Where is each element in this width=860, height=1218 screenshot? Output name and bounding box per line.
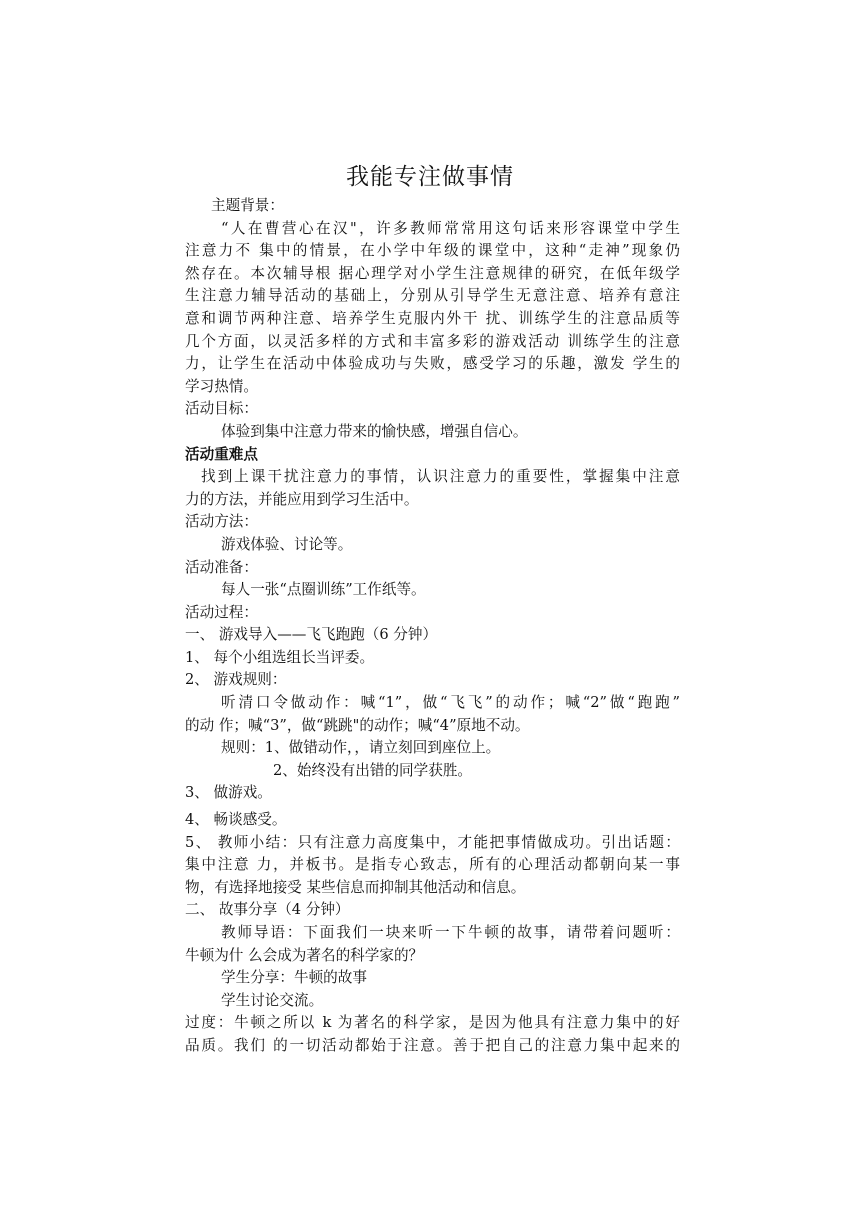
paragraph-line: 体验到集中注意力带来的愉快感，增强自信心。 <box>221 422 528 440</box>
paragraph-line: 教师导语：下面我们一块来听一下牛顿的故事，请带着问题听： <box>221 924 680 941</box>
paragraph-line: 每人一张“点圈训练”工作纸等。 <box>221 581 426 599</box>
section-heading: 活动准备： <box>185 558 258 576</box>
paragraph-line: 几个方面，以灵活多样的方式和丰富多彩的游戏活动 训练学生的注意 <box>185 332 680 350</box>
section-heading: 活动重难点 <box>185 445 258 463</box>
paragraph-line: 的动 作；喊“3”，做“跳跳"的动作；喊“4”原地不动。 <box>185 716 530 734</box>
paragraph-line: 物，有选择地接受 某些信息而抑制其他活动和信息。 <box>185 878 526 896</box>
paragraph-line: 学生讨论交流。 <box>221 991 324 1009</box>
paragraph-line: 主题背景： <box>211 197 284 214</box>
paragraph-line: 然存在。本次辅导根 据心理学对小学生注意规律的研究，在低年级学 <box>185 264 680 282</box>
paragraph-line: 规则：1、做错动作，，请立刻回到座位上。 <box>221 739 501 757</box>
section-heading: 活动目标： <box>185 400 258 418</box>
paragraph-line: 2、始终没有出错的同学获胜。 <box>273 761 473 779</box>
paragraph-line: 意和调节两种注意、培养学生克服内外干 扰、训练学生的注意品质等 <box>185 309 680 327</box>
paragraph-line: “人在曹营心在汉"，许多教师常常用这句话来形容课堂中学生 <box>221 219 680 237</box>
list-item: 2、 游戏规则： <box>185 671 287 689</box>
paragraph-line: 力，让学生在活动中体验成功与失败，感受学习的乐趣，激发 学生的 <box>185 355 680 373</box>
paragraph-line: 学生分享：牛顿的故事 <box>221 969 367 987</box>
paragraph-line: 集中注意 力，并板书。是指专心致志，所有的心理活动都朝向某一事 <box>185 856 680 874</box>
paragraph-line: 品质。我们 的一切活动都始于注意。善于把自己的注意力集中起来的 <box>185 1036 680 1054</box>
list-item: 1、 每个小组选组长当评委。 <box>185 648 375 666</box>
paragraph-line: 过度：牛顿之所以 k 为著名的科学家，是因为他具有注意力集中的好 <box>185 1014 680 1032</box>
paragraph-line: 生注意力辅导活动的基础上，分别从引导学生无意注意、培养有意注 <box>185 287 680 305</box>
list-item: 3、 做游戏。 <box>185 784 272 802</box>
document-title: 我能专注做事情 <box>346 164 514 190</box>
paragraph-line: 找到上课干扰注意力的事情，认识注意力的重要性，掌握集中注意 <box>201 468 680 486</box>
document-body <box>185 195 680 1058</box>
section-heading: 活动方法： <box>185 513 258 531</box>
list-item: 5、 教师小结：只有注意力高度集中，才能把事情做成功。引出话题： <box>185 833 680 851</box>
section-heading: 活动过程： <box>185 603 258 621</box>
list-item: 一、 游戏导入——飞飞跑跑（6 分钟） <box>185 626 438 644</box>
paragraph-line: 听清口令做动作：喊“1”，做“飞飞”的动作；喊“2”做“跑跑” <box>221 694 680 712</box>
paragraph-line: 游戏体验、讨论等。 <box>221 535 353 553</box>
paragraph-line: 牛顿为什 么会成为著名的科学家的？ <box>185 946 424 964</box>
list-item: 4、 畅谈感受。 <box>185 811 287 829</box>
paragraph-line: 学习热情。 <box>185 377 258 395</box>
list-item: 二、 故事分享（4 分钟） <box>185 901 350 919</box>
paragraph-line: 力的方法，并能应用到学习生活中。 <box>185 490 419 508</box>
paragraph-line: 注意力不 集中的情景，在小学中年级的课堂中，这种“走神”现象仍 <box>185 242 680 260</box>
